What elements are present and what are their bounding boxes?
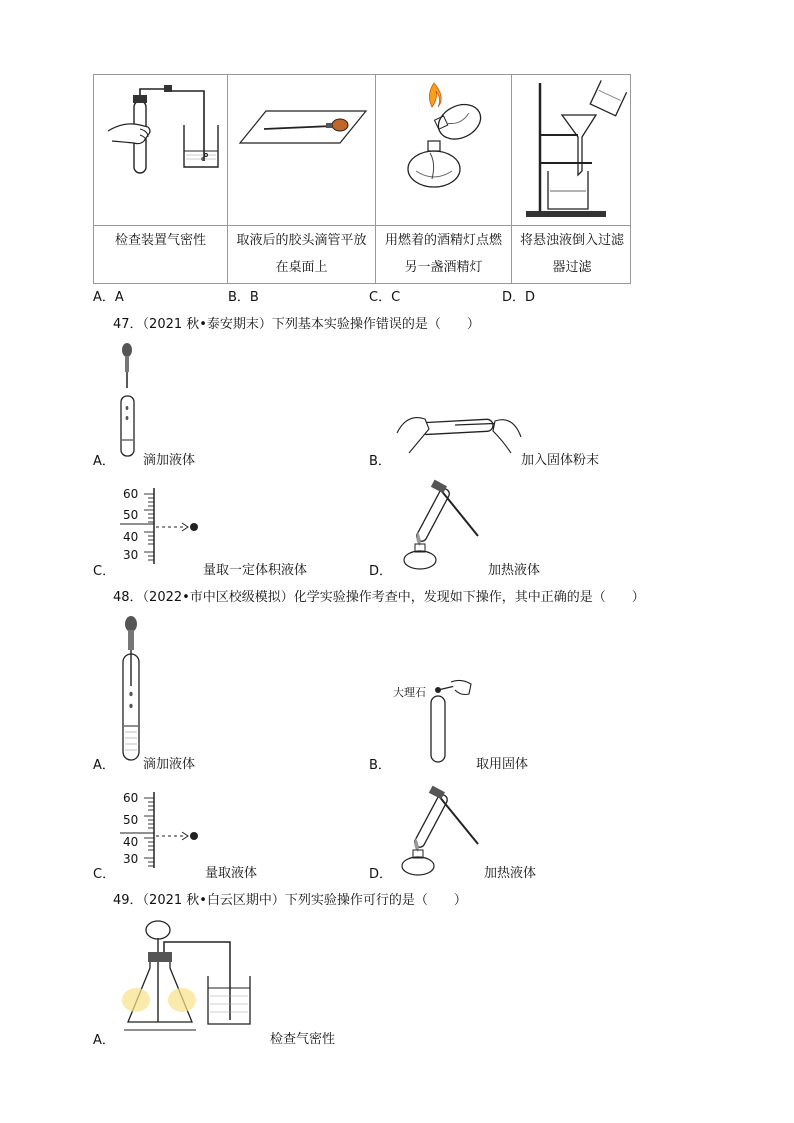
q48-option-b-letter[interactable]: B． xyxy=(369,758,391,773)
question-47-stem: 47．（2021 秋•泰安期末）下列基本实验操作错误的是（ ） xyxy=(113,317,480,332)
q48-tick-60: 60 xyxy=(123,791,139,805)
table-cell-d xyxy=(512,75,632,283)
q47-heating-liquid-illustration xyxy=(398,480,488,570)
q48-option-d-letter[interactable]: D． xyxy=(369,867,393,882)
q47-tick-50: 50 xyxy=(123,508,139,522)
q47-option-b-label: 加入固体粉末 xyxy=(521,453,600,468)
q48-tick-40: 40 xyxy=(123,835,139,849)
q48-option-b-label: 取用固体 xyxy=(476,757,529,772)
option-d[interactable]: D．D xyxy=(502,290,536,305)
q48-option-c-letter[interactable]: C． xyxy=(93,867,116,882)
q49-option-a-letter[interactable]: A． xyxy=(93,1033,115,1048)
q48-option-d-label: 加热液体 xyxy=(484,866,537,881)
q48-tick-50: 50 xyxy=(123,813,139,827)
q47-tick-40: 40 xyxy=(123,530,139,544)
table-caption-d: 将悬浊液倒入过滤 器过滤 xyxy=(519,233,624,275)
q49-option-a-label: 检查气密性 xyxy=(270,1032,336,1047)
q48-tick-30: 30 xyxy=(123,852,139,866)
q48-marble-annotation: 大理石 xyxy=(393,686,426,699)
table-caption-a: 检查装置气密性 xyxy=(114,233,206,248)
question-48-stem: 48．（2022•市中区校级模拟）化学实验操作考查中，发现如下操作，其中正确的是（ ） xyxy=(113,590,645,605)
options-table xyxy=(93,74,631,284)
q47-option-a-letter[interactable]: A． xyxy=(93,454,115,469)
q47-option-a-label: 滴加液体 xyxy=(143,453,196,468)
q47-dropping-liquid-illustration xyxy=(114,342,144,462)
q48-dropping-liquid-illustration xyxy=(118,614,148,764)
filtration-illustration xyxy=(518,79,630,224)
table-cell-b xyxy=(228,75,376,283)
q48-option-a-letter[interactable]: A． xyxy=(93,758,115,773)
q48-option-c-label: 量取液体 xyxy=(205,866,258,881)
option-b[interactable]: B．B xyxy=(228,290,259,305)
option-a[interactable]: A．A xyxy=(93,290,124,305)
q48-taking-solid-illustration xyxy=(425,676,475,766)
q47-adding-powder-illustration xyxy=(395,393,525,463)
q47-option-c-label: 量取一定体积液体 xyxy=(203,563,308,578)
q48-option-a-label: 滴加液体 xyxy=(143,757,196,772)
q47-option-c-letter[interactable]: C． xyxy=(93,564,116,579)
table-cell-c xyxy=(376,75,512,283)
q47-option-d-letter[interactable]: D． xyxy=(369,564,393,579)
q47-option-d-label: 加热液体 xyxy=(488,563,541,578)
q47-option-b-letter[interactable]: B． xyxy=(369,454,391,469)
dropper-on-table-illustration xyxy=(236,81,371,221)
q49-airtight-check-illustration xyxy=(118,918,268,1038)
table-cell-a xyxy=(94,75,228,283)
q47-tick-30: 30 xyxy=(123,548,139,562)
option-c[interactable]: C．C xyxy=(369,290,401,305)
q48-heating-liquid-illustration xyxy=(396,786,486,876)
table-caption-b: 取液后的胶头滴管平放 在桌面上 xyxy=(236,233,367,275)
table-caption-c: 用燃着的酒精灯点燃 另一盏酒精灯 xyxy=(384,233,502,275)
lamp-lighting-lamp-illustration xyxy=(386,79,506,224)
airtight-check-illustration xyxy=(104,81,219,221)
question-49-stem: 49．（2021 秋•白云区期中）下列实验操作可行的是（ ） xyxy=(113,893,467,908)
q47-tick-60: 60 xyxy=(123,487,139,501)
